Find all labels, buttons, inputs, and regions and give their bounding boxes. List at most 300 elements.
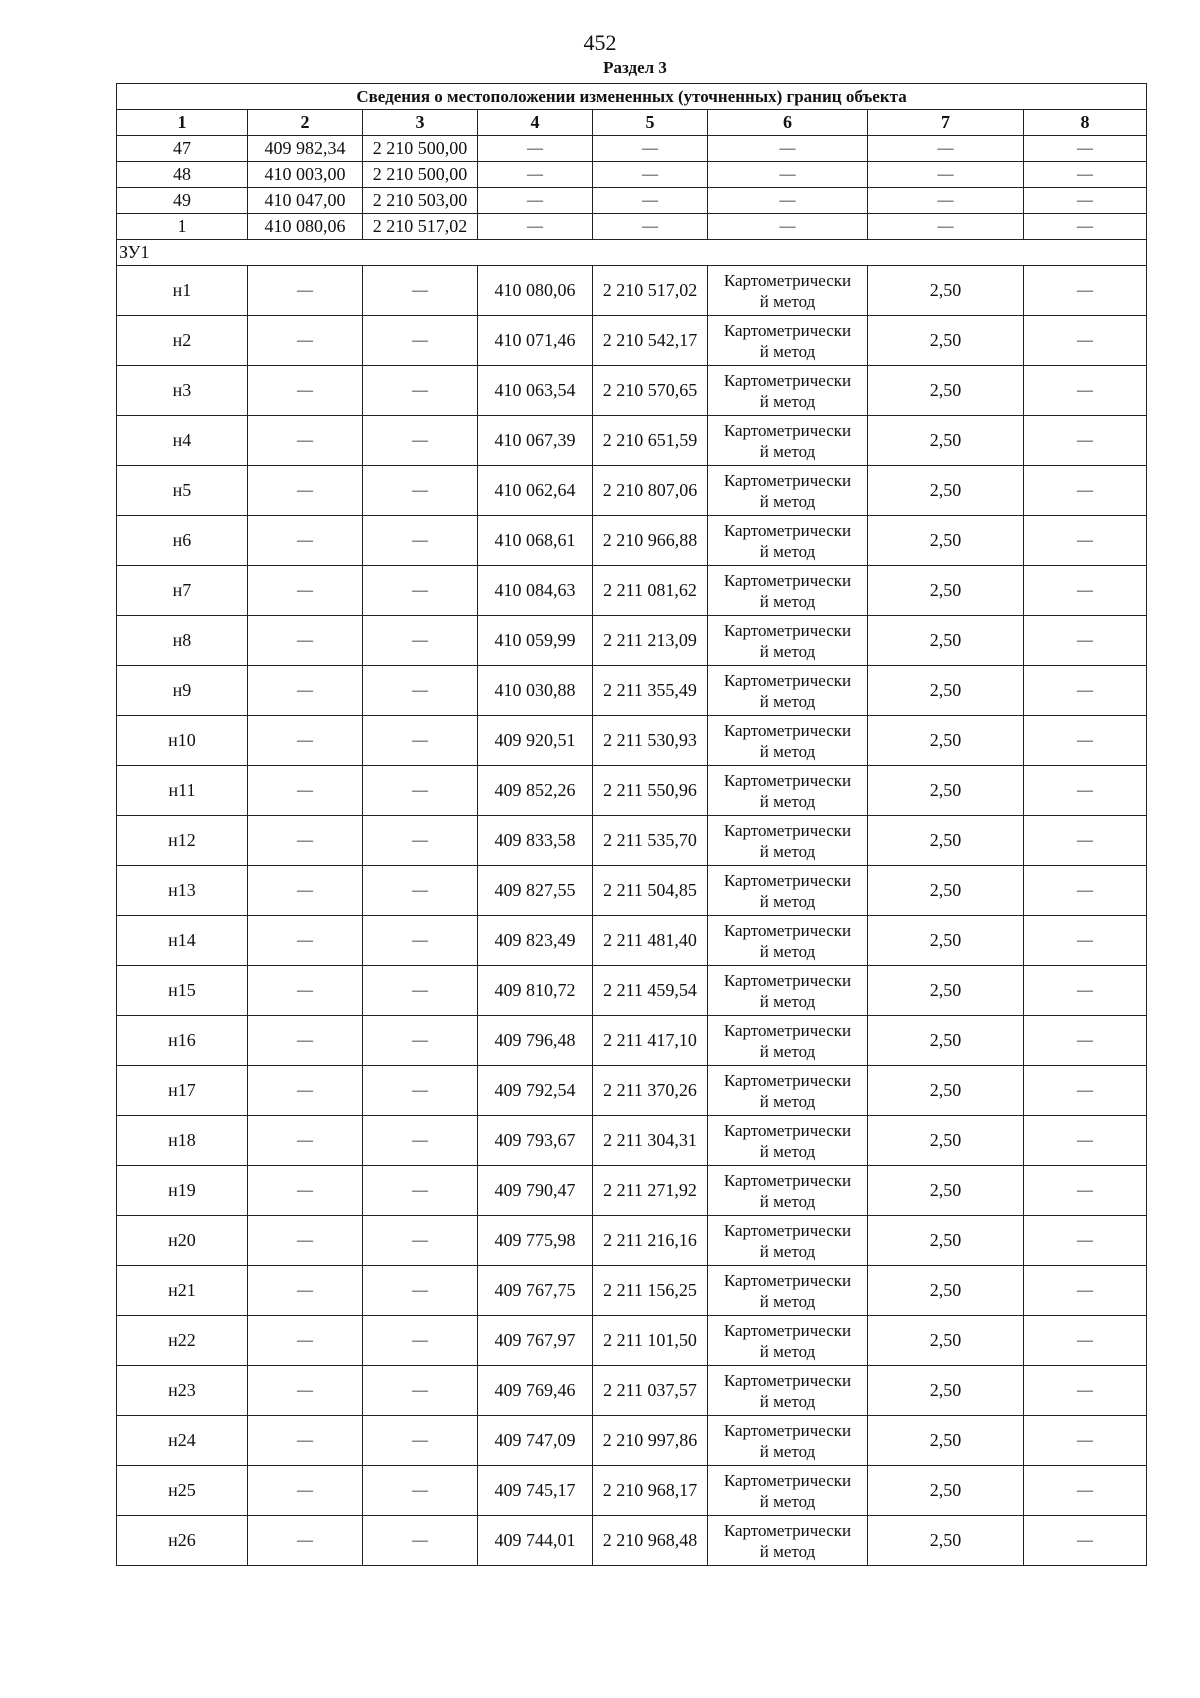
new-y-coordinate-cell: 2 211 216,16 [593,1216,708,1266]
coordinates-table [116,83,1147,1566]
method-line: й метод [759,1141,816,1161]
method-cell [708,1216,868,1266]
empty-dash-cell: — [248,766,363,816]
empty-dash-cell: — [708,188,868,214]
accuracy-cell: 2,50 [868,616,1024,666]
new-y-coordinate-cell: 2 210 968,17 [593,1466,708,1516]
empty-dash-cell: — [248,816,363,866]
new-y-coordinate-cell: 2 211 081,62 [593,566,708,616]
method-cell [708,816,868,866]
method-line: Картометрически [723,770,852,790]
zone-label: ЗУ1 [117,240,1147,266]
table-row [117,866,1147,916]
method-cell [708,766,868,816]
method-line: й метод [759,341,816,361]
new-x-coordinate-cell: 409 793,67 [478,1116,593,1166]
method-line: й метод [759,1341,816,1361]
empty-dash-cell: — [708,136,868,162]
method-line: й метод [759,1291,816,1311]
method-line: Картометрически [723,1520,852,1540]
empty-dash-cell: — [363,1516,478,1566]
new-y-coordinate-cell: 2 211 101,50 [593,1316,708,1366]
method-line: й метод [759,841,816,861]
method-cell [708,1166,868,1216]
table-row [117,716,1147,766]
method-line: Картометрически [723,1420,852,1440]
empty-dash-cell: — [1024,616,1147,666]
method-line: Картометрически [723,920,852,940]
table-row [117,1466,1147,1516]
point-number-cell: 48 [117,162,248,188]
point-number-cell: н11 [117,766,248,816]
point-number-cell: н16 [117,1016,248,1066]
table-row [117,1166,1147,1216]
new-y-coordinate-cell: 2 210 570,65 [593,366,708,416]
new-x-coordinate-cell: 409 767,75 [478,1266,593,1316]
new-y-coordinate-cell: 2 211 355,49 [593,666,708,716]
column-number: 1 [117,110,248,136]
method-cell [708,716,868,766]
new-x-coordinate-cell: 409 747,09 [478,1416,593,1466]
point-number-cell: н5 [117,466,248,516]
new-y-coordinate-cell: 2 211 481,40 [593,916,708,966]
empty-dash-cell: — [593,162,708,188]
new-x-coordinate-cell: 409 792,54 [478,1066,593,1116]
method-cell [708,1516,868,1566]
new-x-coordinate-cell: 410 059,99 [478,616,593,666]
table-row [117,1516,1147,1566]
new-x-coordinate-cell: 410 071,46 [478,316,593,366]
empty-dash-cell: — [363,616,478,666]
method-line: й метод [759,941,816,961]
point-number-cell: н23 [117,1366,248,1416]
method-line: й метод [759,1541,816,1561]
empty-dash-cell: — [363,1066,478,1116]
new-x-coordinate-cell: 410 062,64 [478,466,593,516]
table-row [117,1366,1147,1416]
empty-dash-cell: — [363,466,478,516]
empty-dash-cell: — [1024,162,1147,188]
empty-dash-cell: — [248,916,363,966]
empty-dash-cell: — [868,136,1024,162]
empty-dash-cell: — [1024,466,1147,516]
method-line: Картометрически [723,1270,852,1290]
point-number-cell: н9 [117,666,248,716]
empty-dash-cell: — [363,1216,478,1266]
new-y-coordinate-cell: 2 211 370,26 [593,1066,708,1116]
method-line: Картометрически [723,370,852,390]
table-row [117,316,1147,366]
empty-dash-cell: — [363,1016,478,1066]
new-x-coordinate-cell: 409 833,58 [478,816,593,866]
empty-dash-cell: — [363,666,478,716]
empty-dash-cell: — [1024,1316,1147,1366]
method-cell [708,1416,868,1466]
empty-dash-cell: — [363,916,478,966]
new-x-coordinate-cell: 409 796,48 [478,1016,593,1066]
x-coordinate-cell: 410 080,06 [248,214,363,240]
new-y-coordinate-cell: 2 211 504,85 [593,866,708,916]
accuracy-cell: 2,50 [868,1316,1024,1366]
empty-dash-cell: — [248,1116,363,1166]
empty-dash-cell: — [1024,816,1147,866]
method-line: й метод [759,791,816,811]
empty-dash-cell: — [248,1066,363,1116]
empty-dash-cell: — [593,214,708,240]
empty-dash-cell: — [363,366,478,416]
empty-dash-cell: — [1024,366,1147,416]
point-number-cell: н3 [117,366,248,416]
x-coordinate-cell: 409 982,34 [248,136,363,162]
empty-dash-cell: — [1024,1366,1147,1416]
new-x-coordinate-cell: 409 769,46 [478,1366,593,1416]
accuracy-cell: 2,50 [868,566,1024,616]
method-line: й метод [759,1041,816,1061]
method-line: й метод [759,1241,816,1261]
method-line: Картометрически [723,1320,852,1340]
method-line: Картометрически [723,620,852,640]
new-y-coordinate-cell: 2 211 037,57 [593,1366,708,1416]
new-y-coordinate-cell: 2 210 966,88 [593,516,708,566]
empty-dash-cell: — [248,1466,363,1516]
accuracy-cell: 2,50 [868,766,1024,816]
method-cell [708,866,868,916]
accuracy-cell: 2,50 [868,716,1024,766]
empty-dash-cell: — [363,416,478,466]
y-coordinate-cell: 2 210 503,00 [363,188,478,214]
table-row [117,1066,1147,1116]
column-number: 8 [1024,110,1147,136]
method-cell [708,1016,868,1066]
point-number-cell: 1 [117,214,248,240]
accuracy-cell: 2,50 [868,366,1024,416]
new-y-coordinate-cell: 2 211 530,93 [593,716,708,766]
method-line: Картометрически [723,320,852,340]
method-line: Картометрически [723,1020,852,1040]
table-row [117,616,1147,666]
point-number-cell: н17 [117,1066,248,1116]
method-line: й метод [759,1491,816,1511]
empty-dash-cell: — [248,666,363,716]
empty-dash-cell: — [708,214,868,240]
empty-dash-cell: — [1024,866,1147,916]
method-line: Картометрически [723,1070,852,1090]
method-line: Картометрически [723,570,852,590]
accuracy-cell: 2,50 [868,1116,1024,1166]
table-row [117,416,1147,466]
point-number-cell: н4 [117,416,248,466]
new-x-coordinate-cell: 410 030,88 [478,666,593,716]
empty-dash-cell: — [248,1016,363,1066]
point-number-cell: н24 [117,1416,248,1466]
empty-dash-cell: — [248,1216,363,1266]
method-line: Картометрически [723,470,852,490]
method-line: Картометрически [723,520,852,540]
new-x-coordinate-cell: 409 920,51 [478,716,593,766]
empty-dash-cell: — [1024,716,1147,766]
method-cell [708,516,868,566]
empty-dash-cell: — [248,1166,363,1216]
table-row [117,1416,1147,1466]
empty-dash-cell: — [248,516,363,566]
method-line: й метод [759,441,816,461]
new-x-coordinate-cell: 409 823,49 [478,916,593,966]
accuracy-cell: 2,50 [868,966,1024,1016]
method-cell [708,1466,868,1516]
new-x-coordinate-cell: 410 067,39 [478,416,593,466]
empty-dash-cell: — [363,566,478,616]
empty-dash-cell: — [248,1416,363,1466]
empty-dash-cell: — [363,766,478,816]
table-caption: Сведения о местоположении измененных (уточненных) границ объекта [117,84,1147,110]
empty-dash-cell: — [1024,1516,1147,1566]
empty-dash-cell: — [868,188,1024,214]
column-number: 2 [248,110,363,136]
new-x-coordinate-cell: 409 790,47 [478,1166,593,1216]
accuracy-cell: 2,50 [868,1166,1024,1216]
method-line: й метод [759,1441,816,1461]
method-cell [708,316,868,366]
column-numbers-row [117,110,1147,136]
accuracy-cell: 2,50 [868,816,1024,866]
point-number-cell: н21 [117,1266,248,1316]
method-line: й метод [759,991,816,1011]
table-row [117,666,1147,716]
method-line: й метод [759,1391,816,1411]
y-coordinate-cell: 2 210 500,00 [363,136,478,162]
table-body [117,84,1147,1566]
new-y-coordinate-cell: 2 210 807,06 [593,466,708,516]
method-cell [708,1116,868,1166]
empty-dash-cell: — [1024,316,1147,366]
method-line: Картометрически [723,670,852,690]
accuracy-cell: 2,50 [868,1416,1024,1466]
new-y-coordinate-cell: 2 211 271,92 [593,1166,708,1216]
accuracy-cell: 2,50 [868,1516,1024,1566]
method-cell [708,616,868,666]
new-x-coordinate-cell: 409 745,17 [478,1466,593,1516]
method-line: й метод [759,491,816,511]
column-number: 3 [363,110,478,136]
empty-dash-cell: — [248,466,363,516]
method-line: Картометрически [723,1370,852,1390]
method-line: Картометрически [723,970,852,990]
new-x-coordinate-cell: 410 084,63 [478,566,593,616]
method-line: й метод [759,641,816,661]
new-y-coordinate-cell: 2 211 304,31 [593,1116,708,1166]
new-y-coordinate-cell: 2 211 459,54 [593,966,708,1016]
new-y-coordinate-cell: 2 210 997,86 [593,1416,708,1466]
empty-dash-cell: — [363,1316,478,1366]
point-number-cell: н22 [117,1316,248,1366]
page-number: 452 [583,30,617,55]
method-line: й метод [759,1191,816,1211]
empty-dash-cell: — [248,566,363,616]
point-number-cell: н13 [117,866,248,916]
empty-dash-cell: — [478,214,593,240]
method-cell [708,1266,868,1316]
column-number: 6 [708,110,868,136]
empty-dash-cell: — [1024,966,1147,1016]
method-cell [708,916,868,966]
method-line: й метод [759,391,816,411]
new-x-coordinate-cell: 409 810,72 [478,966,593,1016]
empty-dash-cell: — [363,966,478,1016]
new-x-coordinate-cell: 409 744,01 [478,1516,593,1566]
method-cell [708,566,868,616]
method-line: й метод [759,591,816,611]
empty-dash-cell: — [363,1266,478,1316]
empty-dash-cell: — [1024,266,1147,316]
empty-dash-cell: — [363,266,478,316]
method-line: й метод [759,1091,816,1111]
empty-dash-cell: — [1024,214,1147,240]
table-row [117,566,1147,616]
empty-dash-cell: — [478,136,593,162]
method-cell [708,966,868,1016]
empty-dash-cell: — [1024,1466,1147,1516]
empty-dash-cell: — [708,162,868,188]
empty-dash-cell: — [1024,416,1147,466]
table-row [117,266,1147,316]
accuracy-cell: 2,50 [868,866,1024,916]
new-y-coordinate-cell: 2 210 651,59 [593,416,708,466]
column-number: 7 [868,110,1024,136]
empty-dash-cell: — [1024,136,1147,162]
accuracy-cell: 2,50 [868,1066,1024,1116]
method-line: Картометрически [723,820,852,840]
table-row [117,1016,1147,1066]
point-number-cell: н18 [117,1116,248,1166]
empty-dash-cell: — [1024,188,1147,214]
accuracy-cell: 2,50 [868,316,1024,366]
x-coordinate-cell: 410 047,00 [248,188,363,214]
point-number-cell: н26 [117,1516,248,1566]
empty-dash-cell: — [363,816,478,866]
empty-dash-cell: — [248,366,363,416]
empty-dash-cell: — [363,1416,478,1466]
accuracy-cell: 2,50 [868,1466,1024,1516]
point-number-cell: н10 [117,716,248,766]
empty-dash-cell: — [1024,1116,1147,1166]
y-coordinate-cell: 2 210 517,02 [363,214,478,240]
empty-dash-cell: — [1024,566,1147,616]
table-row [117,1316,1147,1366]
empty-dash-cell: — [1024,1066,1147,1116]
method-line: й метод [759,541,816,561]
y-coordinate-cell: 2 210 500,00 [363,162,478,188]
accuracy-cell: 2,50 [868,1216,1024,1266]
method-line: Картометрически [723,270,852,290]
empty-dash-cell: — [363,316,478,366]
table-row [117,366,1147,416]
empty-dash-cell: — [363,866,478,916]
new-x-coordinate-cell: 409 827,55 [478,866,593,916]
accuracy-cell: 2,50 [868,466,1024,516]
new-x-coordinate-cell: 409 852,26 [478,766,593,816]
empty-dash-cell: — [363,716,478,766]
empty-dash-cell: — [248,1266,363,1316]
empty-dash-cell: — [593,188,708,214]
point-number-cell: н1 [117,266,248,316]
empty-dash-cell: — [248,1516,363,1566]
accuracy-cell: 2,50 [868,266,1024,316]
table-row [117,766,1147,816]
empty-dash-cell: — [363,1366,478,1416]
new-x-coordinate-cell: 409 775,98 [478,1216,593,1266]
point-number-cell: н20 [117,1216,248,1266]
method-line: Картометрически [723,420,852,440]
empty-dash-cell: — [593,136,708,162]
new-x-coordinate-cell: 410 080,06 [478,266,593,316]
accuracy-cell: 2,50 [868,1266,1024,1316]
method-line: Картометрически [723,870,852,890]
new-x-coordinate-cell: 409 767,97 [478,1316,593,1366]
point-number-cell: н19 [117,1166,248,1216]
empty-dash-cell: — [868,214,1024,240]
empty-dash-cell: — [1024,1016,1147,1066]
empty-dash-cell: — [363,1166,478,1216]
method-cell [708,266,868,316]
column-number: 4 [478,110,593,136]
table-row [117,966,1147,1016]
empty-dash-cell: — [248,716,363,766]
method-cell [708,1066,868,1116]
empty-dash-cell: — [248,316,363,366]
method-line: Картометрически [723,1470,852,1490]
method-line: й метод [759,741,816,761]
point-number-cell: н8 [117,616,248,666]
method-cell [708,466,868,516]
empty-dash-cell: — [248,616,363,666]
empty-dash-cell: — [248,1366,363,1416]
point-number-cell: н25 [117,1466,248,1516]
new-y-coordinate-cell: 2 210 517,02 [593,266,708,316]
table-row [117,1216,1147,1266]
table-caption-row [117,84,1147,110]
method-cell [708,1316,868,1366]
new-y-coordinate-cell: 2 211 417,10 [593,1016,708,1066]
empty-dash-cell: — [248,266,363,316]
table-row [117,916,1147,966]
method-line: й метод [759,291,816,311]
method-cell [708,666,868,716]
table-row [117,1266,1147,1316]
empty-dash-cell: — [248,866,363,916]
x-coordinate-cell: 410 003,00 [248,162,363,188]
column-number: 5 [593,110,708,136]
point-number-cell: 49 [117,188,248,214]
method-cell [708,366,868,416]
empty-dash-cell: — [248,416,363,466]
new-y-coordinate-cell: 2 211 156,25 [593,1266,708,1316]
section-title: Раздел 3 [603,58,667,77]
table-row [117,466,1147,516]
new-x-coordinate-cell: 410 068,61 [478,516,593,566]
empty-dash-cell: — [1024,1416,1147,1466]
table-row [117,1116,1147,1166]
empty-dash-cell: — [248,966,363,1016]
empty-dash-cell: — [1024,1216,1147,1266]
point-number-cell: 47 [117,136,248,162]
empty-dash-cell: — [363,1466,478,1516]
empty-dash-cell: — [1024,666,1147,716]
method-line: й метод [759,891,816,911]
empty-dash-cell: — [478,188,593,214]
empty-dash-cell: — [1024,1166,1147,1216]
point-number-cell: н12 [117,816,248,866]
empty-dash-cell: — [1024,1266,1147,1316]
